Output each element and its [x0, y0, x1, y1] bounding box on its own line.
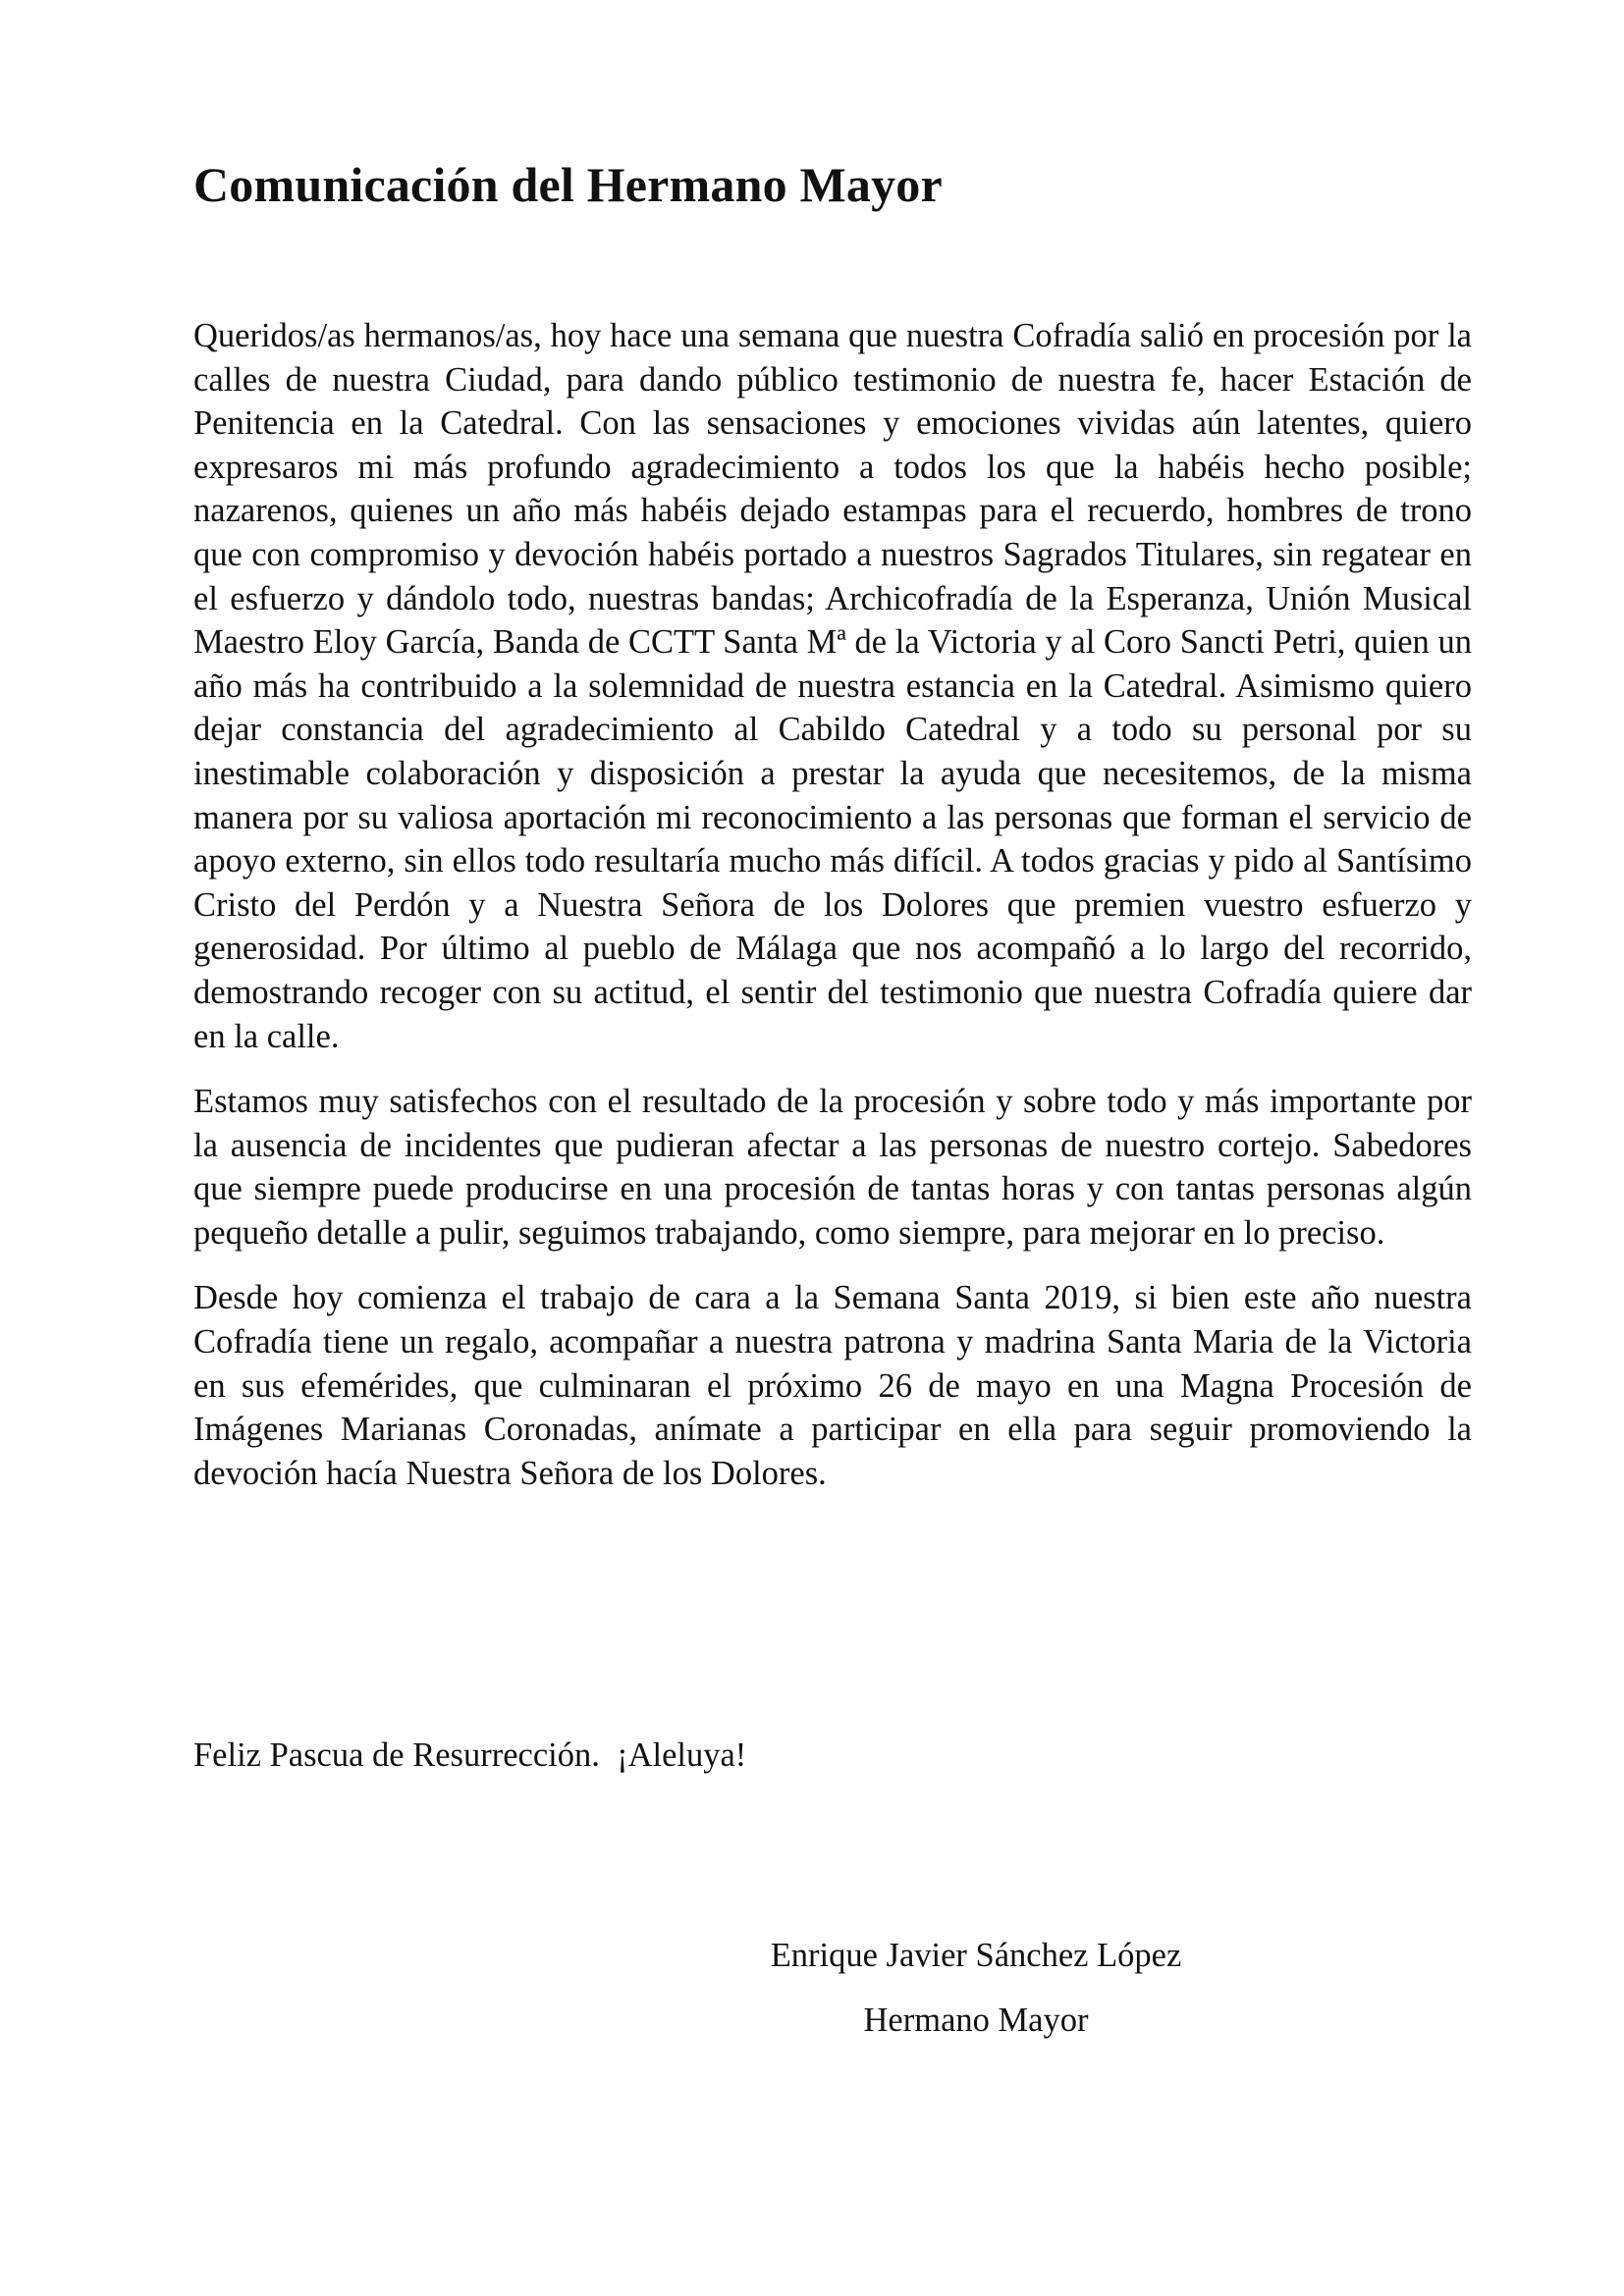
body-paragraph-2: Estamos muy satisfechos con el resultado de la procesión y sobre todo y más importante por la ausencia de incidentes que pudieran afectar a las personas de nuestro cortejo. Sabedores que siempre puede producirse en una procesión de tantas horas y con tantas personas algún pequeño detalle a pulir, seguimos trabajando, como siempre, para mejorar en lo preciso. [193, 1083, 1472, 1252]
closing-greeting: Feliz Pascua de Resurrección. ¡Aleluya! [193, 1736, 747, 1774]
signature-name: Enrique Javier Sánchez López [770, 1937, 1182, 1974]
document-title: Comunicación del Hermano Mayor [193, 157, 943, 212]
body-paragraph-3: Desde hoy comienza el trabajo de cara a la Semana Santa 2019, si bien este año nuestra Cofradía tiene un regalo, acompañar a nuestra patrona y madrina Santa Maria de la Victoria en sus efemérides, que culminaran el próximo 26 de mayo en una Magna Procesión de Imágenes Marianas Coronadas, anímate a participar en ella para seguir promoviendo la devoción hacía Nuestra Señora de los Dolores. [193, 1279, 1472, 1492]
letter-body [193, 314, 1472, 1517]
signature-block [770, 1934, 1182, 2042]
signature-role: Hermano Mayor [863, 2002, 1089, 2039]
body-paragraph-1: Queridos/as hermanos/as, hoy hace una semana que nuestra Cofradía salió en procesión por la calles de nuestra Ciudad, para dando público testimonio de nuestra fe, hacer Estación de Penitencia en la Catedral. Con las sensaciones y emociones vividas aún latentes, quiero expresaros mi más profundo agradecimiento a todos los que la habéis hecho posible; nazarenos, quienes un año más habéis dejado estampas para el recuerdo, hombres de trono que con compromiso y devoción habéis portado a nuestros Sagrados Titulares, sin regatear en el esfuerzo y dándolo todo, nuestras bandas; Archicofradía de la Esperanza, Unión Musical Maestro Eloy García, Banda de CCTT Santa Mª de la Victoria y al Coro Sancti Petri, quien un año más ha contribuido a la solemnidad de nuestra estancia en la Catedral. Asimismo quiero dejar constancia del agradecimiento al Cabildo Catedral y a todo su personal por su inestimable colaboración y disposición a prestar la ayuda que necesitemos, de la misma manera por su valiosa aportación mi reconocimiento a las personas que forman el servicio de apoyo externo, sin ellos todo resultaría mucho más difícil. A todos gracias y pido al Santísimo Cristo del Perdón y a Nuestra Señora de los Dolores que premien vuestro esfuerzo y generosidad. Por último al pueblo de Málaga que nos acompañó a lo largo del recorrido, demostrando recoger con su actitud, el sentir del testimonio que nuestra Cofradía quiere dar en la calle. [193, 317, 1472, 1055]
